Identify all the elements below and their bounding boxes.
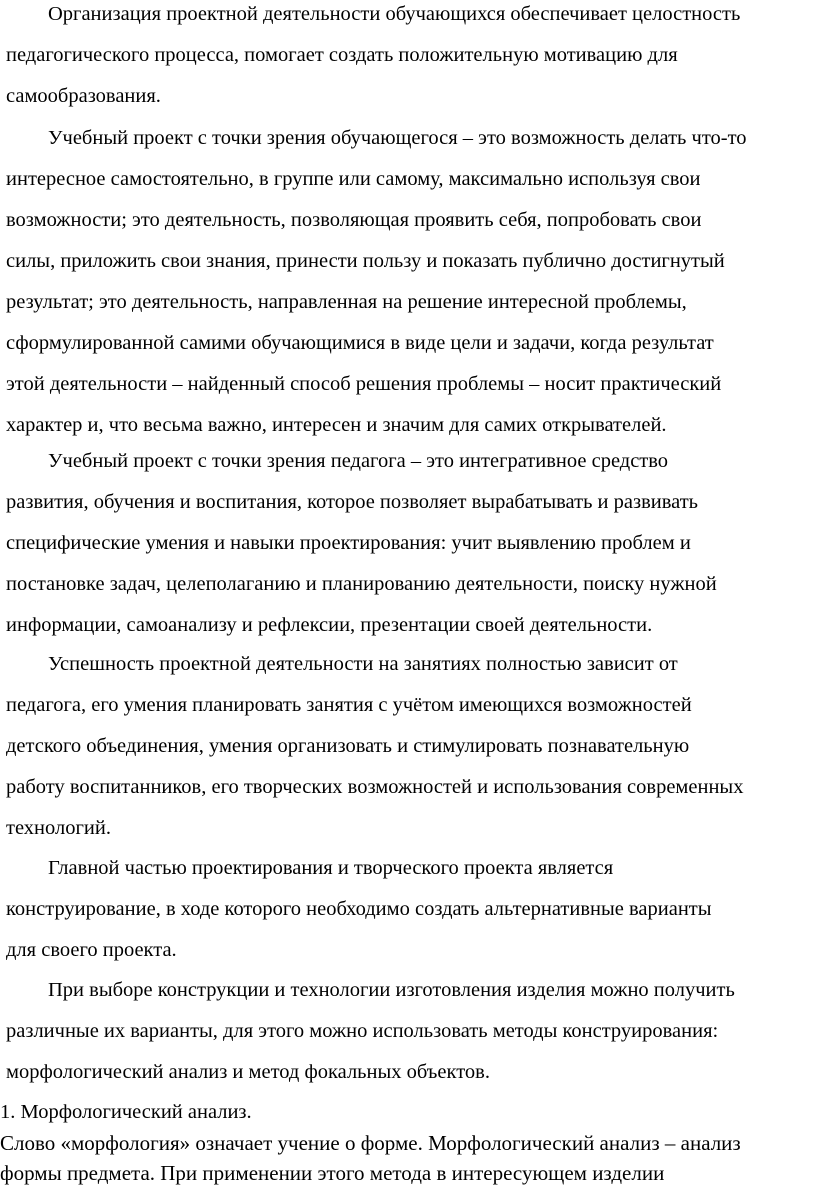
- text-line: Успешность проектной деятельности на занятиях полностью зависит от: [48, 653, 678, 675]
- text-line: Организация проектной деятельности обучающихся обеспечивает целостность: [48, 3, 741, 25]
- text-line: специфические умения и навыки проектирования: учит выявлению проблем и: [6, 532, 691, 554]
- text-line: Учебный проект с точки зрения педагога – это интегративное средство: [48, 450, 669, 472]
- text-line: характер и, что весьма важно, интересен и значим для самих открывателей.: [6, 414, 667, 436]
- text-line: технологий.: [6, 817, 111, 839]
- text-line: Учебный проект с точки зрения обучающегося – это возможность делать что-то: [48, 127, 747, 149]
- text-line: развития, обучения и воспитания, которое позволяет вырабатывать и развивать: [6, 491, 699, 513]
- text-line: различные их варианты, для этого можно использовать методы конструирования:: [6, 1020, 719, 1042]
- text-line: сформулированной самими обучающимися в виде цели и задачи, когда результат: [6, 332, 714, 354]
- text-line: педагогического процесса, помогает создать положительную мотивацию для: [6, 44, 678, 66]
- text-line: морфологический анализ и метод фокальных объектов.: [6, 1061, 490, 1083]
- text-line: постановке задач, целеполаганию и планированию деятельности, поиску нужной: [6, 573, 717, 595]
- text-line: самообразования.: [6, 85, 161, 107]
- text-line: работу воспитанников, его творческих возможностей и использования современных: [6, 776, 744, 798]
- text-line: конструирование, в ходе которого необходимо создать альтернативные варианты: [6, 898, 712, 920]
- paragraph-construction: [0, 848, 816, 971]
- text-line: Главной частью проектирования и творческого проекта является: [48, 857, 614, 879]
- paragraph-student-view: [0, 118, 816, 446]
- text-line: 1. Морфологический анализ.: [0, 1101, 252, 1123]
- paragraph-project-organization: [0, 0, 816, 117]
- text-line: возможности; это деятельность, позволяющая проявить себя, попробовать свои: [6, 209, 702, 231]
- text-line: Слово «морфология» означает учение о форме. Морфологический анализ – анализ: [0, 1131, 741, 1155]
- text-line: этой деятельности – найденный способ решения проблемы – носит практический: [6, 373, 722, 395]
- text-line: информации, самоанализу и рефлексии, презентации своей деятельности.: [6, 614, 653, 636]
- paragraph-success-factors: [0, 644, 816, 849]
- paragraph-morphology-definition: [0, 1128, 816, 1188]
- paragraph-teacher-view: [0, 441, 816, 646]
- section-heading-morphological-analysis: [0, 1092, 816, 1133]
- text-line: интересное самостоятельно, в группе или самому, максимально используя свои: [6, 168, 701, 190]
- paragraph-design-methods: [0, 970, 816, 1093]
- text-line: детского объединения, умения организовать и стимулировать познавательную: [6, 735, 690, 757]
- text-line: педагога, его умения планировать занятия с учётом имеющихся возможностей: [6, 694, 692, 716]
- text-line: формы предмета. При применении этого метода в интересующем изделии: [0, 1161, 665, 1185]
- text-line: результат; это деятельность, направленная на решение интересной проблемы,: [6, 291, 687, 313]
- text-line: силы, приложить свои знания, принести пользу и показать публично достигнутый: [6, 250, 725, 272]
- text-line: для своего проекта.: [6, 939, 177, 961]
- text-line: При выборе конструкции и технологии изготовления изделия можно получить: [48, 979, 735, 1001]
